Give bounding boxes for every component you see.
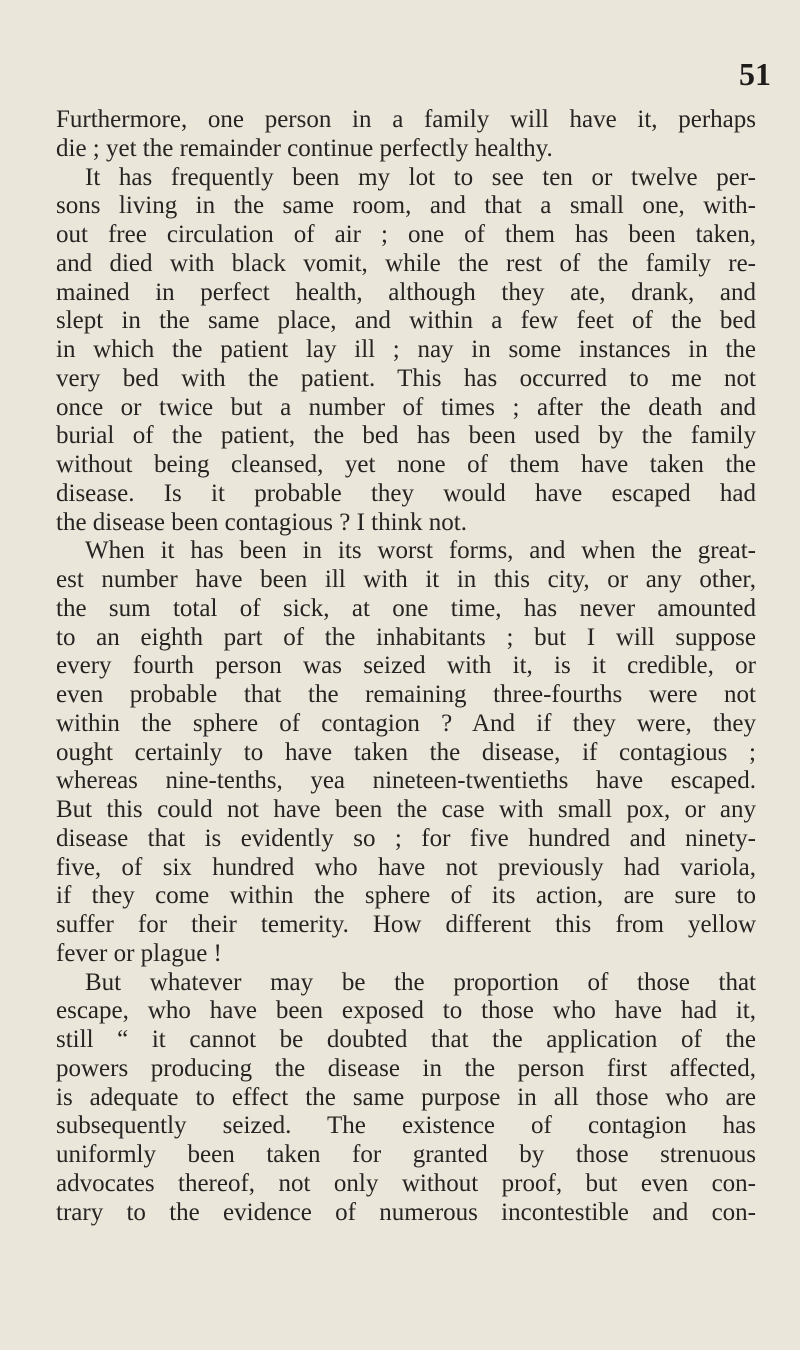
text-line: est number have been ill with it in this city, or any other,	[56, 566, 756, 593]
text-line: even probable that the remaining three-fourths were not	[56, 681, 756, 708]
text-line: the disease been contagious ? I think not.	[56, 508, 467, 536]
text-line: trary to the evidence of numerous incontestible and con-	[56, 1198, 756, 1226]
text-line: fever or plague !	[56, 939, 222, 967]
page-number: 51	[739, 56, 771, 92]
text-line: within the sphere of contagion ? And if they were, they	[56, 709, 756, 737]
text-line: mained in perfect health, although they ate, drank, and	[56, 278, 756, 306]
text-line: five, of six hundred who have not previously had variola,	[56, 853, 756, 881]
text-line: in which the patient lay ill ; nay in some instances in the	[56, 336, 756, 363]
text-line: It has frequently been my lot to see ten or twelve per-	[85, 163, 756, 191]
text-line: the sum total of sick, at one time, has never amounted	[56, 594, 756, 622]
text-line: die ; yet the remainder continue perfectly healthy.	[56, 134, 553, 162]
text-line: powers producing the disease in the person first affected,	[56, 1054, 756, 1082]
text-line: very bed with the patient. This has occurred to me not	[56, 364, 756, 392]
text-line: every fourth person was seized with it, is it credible, or	[56, 652, 756, 680]
text-line: is adequate to effect the same purpose in all those who are	[56, 1083, 756, 1111]
text-line: whereas nine-tenths, yea nineteen-twentieths have escaped.	[56, 767, 756, 795]
text-line: advocates thereof, not only without proof, but even con-	[56, 1169, 756, 1197]
text-line: disease that is evidently so ; for five hundred and ninety-	[56, 824, 756, 852]
text-line: if they come within the sphere of its action, are sure to	[56, 882, 756, 910]
text-line: sons living in the same room, and that a small one, with-	[56, 192, 756, 220]
text-line: But whatever may be the proportion of those that	[85, 968, 756, 996]
text-line: without being cleansed, yet none of them have taken the	[56, 451, 756, 478]
text-line: burial of the patient, the bed has been used by the family	[56, 422, 756, 450]
text-line: subsequently seized. The existence of contagion has	[56, 1112, 756, 1140]
text-line: once or twice but a number of times ; after the death and	[56, 393, 756, 421]
text-line: slept in the same place, and within a few feet of the bed	[56, 307, 756, 335]
text-line: Furthermore, one person in a family will have it, perhaps	[56, 106, 756, 133]
text-line: escape, who have been exposed to those who have had it,	[56, 997, 756, 1025]
text-line: out free circulation of air ; one of them has been taken,	[56, 221, 756, 248]
text-line: suffer for their temerity. How different this from yellow	[56, 911, 756, 938]
text-line: uniformly been taken for granted by those strenuous	[56, 1141, 756, 1168]
text-line: to an eighth part of the inhabitants ; but I will suppose	[56, 623, 756, 651]
text-line: disease. Is it probable they would have escaped had	[56, 479, 756, 507]
text-line: But this could not have been the case with small pox, or any	[56, 796, 756, 823]
text-line: When it has been in its worst forms, and when the great-	[85, 537, 756, 565]
text-line: and died with black vomit, while the rest of the family re-	[56, 249, 756, 277]
body-text	[56, 106, 756, 1227]
text-line: still “ it cannot be doubted that the application of the	[56, 1026, 756, 1053]
text-line: ought certainly to have taken the disease, if contagious ;	[56, 738, 756, 766]
